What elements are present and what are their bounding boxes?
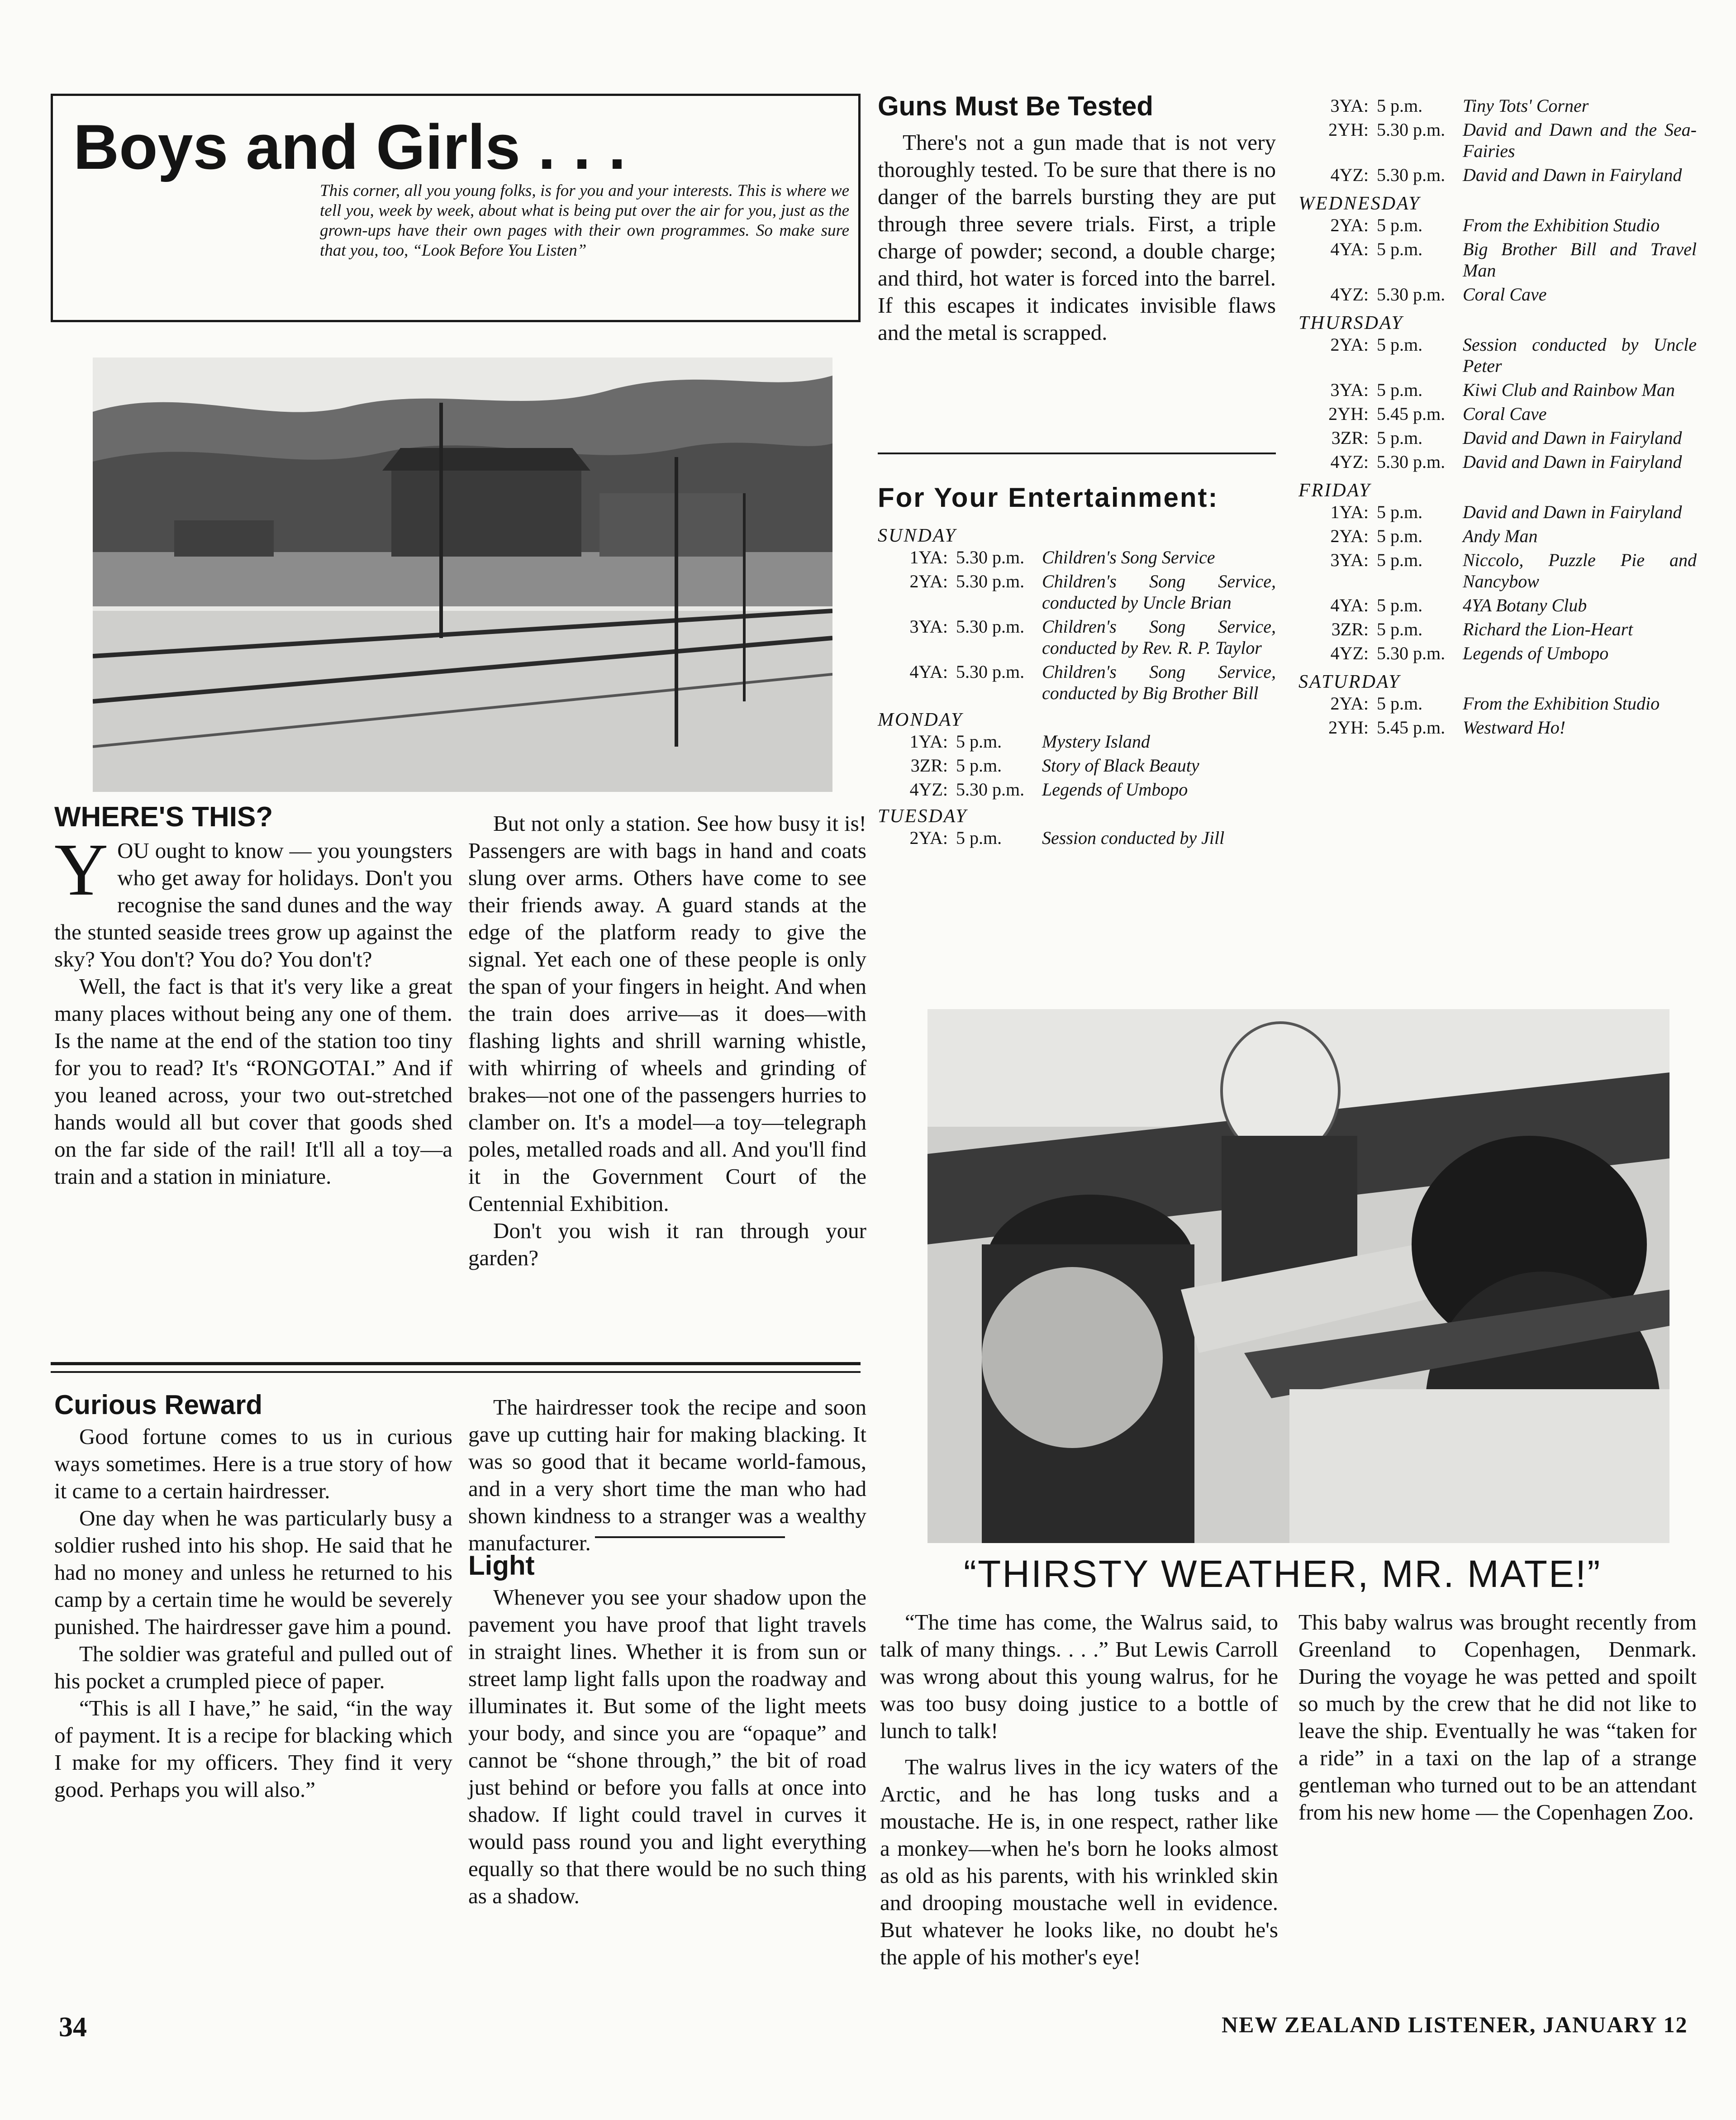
walrus-paragraph-2: The walrus lives in the icy waters of the Arctic, and he has long tusks and a moustache. He is, in one respect, rather like a monkey—when he's born he looks almost as old as his parents, with his wrinkled skin and drooping moustache well in evidence. But whatever he looks like, no doubt he's the apple of his mother's eye! [880, 1754, 1278, 1969]
schedule-row: 4YZ: 5.30 p.m. David and Dawn in Fairyland [1330, 165, 1682, 185]
curious-paragraph-5: The hairdresser took the recipe and soon gave up cutting hair for making blacking. It was so good that it became world-famous, and in a very short time the man who had shown kindness to a stranger was a wealthy manufacturer. [468, 1395, 866, 1555]
curious-reward-column-2 [468, 1394, 866, 1557]
model-station-photo [93, 357, 832, 792]
page-number: 34 [59, 2012, 87, 2043]
schedule-left [878, 525, 1276, 851]
curious-paragraph-4: “This is all I have,” he said, “in the way of payment. It is a recipe for blacking which I make for my officers. They find it very good. Perhaps you will also.” [54, 1696, 452, 1802]
section-divider [51, 1362, 861, 1365]
guns-divider [878, 453, 1276, 454]
schedule-row: 3ZR: 5 p.m. Story of Black Beauty [910, 755, 1199, 776]
schedule-row: 4YA: 5.30 p.m. Children's Song Service, conducted by Big Brother Bill [909, 662, 1276, 703]
schedule-row: 2YA: 5 p.m. Session conducted by Jill [909, 828, 1225, 848]
drop-cap: Y [54, 828, 109, 911]
schedule-day-wednesday: WEDNESDAY [1298, 193, 1421, 214]
model-station-illustration [93, 357, 832, 792]
intro-text: This corner, all you young folks, is for you and your interests. This is where we tell you, week by week, about what is being put over the air for you, just as the grown-ups have their own pages with their own programmes. So make sure that you, too, “Look Before You Listen” [320, 181, 849, 260]
walrus-heading: “THIRSTY WEATHER, MR. MATE!” [964, 1553, 1602, 1595]
schedule-row: 3YA: 5.30 p.m. Children's Song Service, conducted by Rev. R. P. Taylor [909, 616, 1276, 658]
schedule-row: 2YA: 5 p.m. Session conducted by Uncle Peter [1330, 334, 1697, 376]
schedule-day-saturday: SATURDAY [1298, 672, 1401, 692]
curious-reward-heading: Curious Reward [54, 1390, 263, 1420]
schedule-row: 4YZ: 5.30 p.m. Legends of Umbopo [1330, 643, 1609, 663]
wheres-this-column-2 [468, 810, 866, 1272]
header-box [51, 94, 861, 322]
guns-text-column [878, 129, 1276, 346]
entertainment-heading: For Your Entertainment: [878, 482, 1219, 513]
walrus-column-1 [880, 1609, 1278, 1971]
schedule-row: 1YA: 5.30 p.m. Children's Song Service [909, 547, 1215, 567]
schedule-day-monday: MONDAY [878, 710, 963, 730]
schedule-row: 4YZ: 5.30 p.m. David and Dawn in Fairyland [1330, 452, 1682, 472]
light-text-column [468, 1584, 866, 1910]
walrus-photo [927, 1009, 1669, 1543]
schedule-row: 3YA: 5 p.m. Niccolo, Puzzle Pie and Nancybow [1330, 550, 1697, 591]
page-title: Boys and Girls . . . [73, 111, 626, 182]
schedule-row: 2YA: 5 p.m. From the Exhibition Studio [1330, 215, 1660, 235]
schedule-row: 2YA: 5 p.m. From the Exhibition Studio [1330, 693, 1660, 714]
publication-line: NEW ZEALAND LISTENER, JANUARY 12 [1222, 2012, 1688, 2037]
section-divider [51, 1371, 861, 1373]
schedule-row: 4YA: 5 p.m. 4YA Botany Club [1330, 595, 1587, 615]
schedule-row: 3YA: 5 p.m. Tiny Tots' Corner [1330, 95, 1589, 116]
schedule-right [1298, 95, 1697, 741]
schedule-row: 4YZ: 5.30 p.m. Legends of Umbopo [909, 779, 1188, 800]
schedule-row: 1YA: 5 p.m. David and Dawn in Fairyland [1330, 502, 1682, 522]
curious-paragraph-2: One day when he was particularly busy a soldier rushed into his shop. He said that he had no money and unless he returned to his camp by a certain time he would be severely punished. The hairdresser gave him a pound. [54, 1505, 452, 1639]
schedule-day-friday: FRIDAY [1298, 480, 1371, 501]
schedule-row: 4YZ: 5.30 p.m. Coral Cave [1330, 284, 1547, 305]
light-heading: Light [468, 1550, 535, 1581]
guns-paragraph: There's not a gun made that is not very thoroughly tested. To be sure that there is no danger of the barrels bursting they are put through three severe trials. First, a triple charge of powder; second, a double charge; and third, hot water is forced into the barrel. If this escapes it indicates invisible flaws and the metal is scrapped. [878, 130, 1276, 345]
wheres-this-paragraph-1: YOU ought to know — you youngsters who get away for holidays. Don't you recognise the sand dunes and the way the stunted seaside trees grow up against the sky? You don't? You do? You don't? [54, 828, 452, 972]
schedule-day-sunday: SUNDAY [878, 525, 957, 546]
schedule-row: 2YH: 5.30 p.m. David and Dawn and the Sea-Fairies [1328, 119, 1697, 161]
walrus-column-2 [1298, 1609, 1697, 1826]
walrus-illustration [927, 1009, 1669, 1543]
curious-reward-column-1 [54, 1423, 452, 1803]
schedule-row: 2YA: 5 p.m. Andy Man [1330, 526, 1538, 546]
curious-paragraph-1: Good fortune comes to us in curious ways sometimes. Here is a true story of how it came to a certain hairdresser. [54, 1424, 452, 1503]
light-paragraph: Whenever you see your shadow upon the pavement you have proof that light travels in straight lines. Whether it is from sun or street lamp light falls upon the roadway and illuminates it. But some of the light meets your body, and since you are “opaque” and cannot be “shone through,” the bit of road just behind or before you falls at once into shadow. If light could travel in curves it would pass round you and light everything equally so that there would be no such thing as a shadow. [468, 1585, 866, 1908]
schedule-row: 3ZR: 5 p.m. Richard the Lion-Heart [1331, 619, 1633, 639]
schedule-row: 2YH: 5.45 p.m. Coral Cave [1328, 404, 1547, 424]
wheres-this-heading: WHERE'S THIS? [54, 801, 273, 833]
schedule-row: 2YA: 5.30 p.m. Children's Song Service, conducted by Uncle Brian [909, 571, 1276, 613]
schedule-row: 2YH: 5.45 p.m. Westward Ho! [1328, 717, 1566, 738]
schedule-row: 3YA: 5 p.m. Kiwi Club and Rainbow Man [1330, 380, 1675, 400]
curious-paragraph-3: The soldier was grateful and pulled out of his pocket a crumpled piece of paper. [54, 1641, 452, 1693]
schedule-day-thursday: THURSDAY [1298, 313, 1403, 333]
wheres-this-paragraph-3: But not only a station. See how busy it is! Passengers are with bags in hand and coats slung over arms. Others have come to see their friends away. A guard stands at the edge of the platform ready to give the signal. Yet each one of these people is only the span of your fingers in height. And when the train does arrive—as it does—with flashing lights and shrill warning whistle, with whirring of wheels and grinding of brakes—not one of the passengers hurries to clamber on. It's a model—a toy—telegraph poles, metalled roads and all. And you'll find it in the Government Court of the Centennial Exhibition. [468, 811, 866, 1216]
schedule-day-tuesday: TUESDAY [878, 806, 968, 827]
walrus-paragraph-3: This baby walrus was brought recently from Greenland to Copenhagen, Denmark. During the voyage he was petted and spoilt so much by the crew that he did not like to leave the ship. Eventually he was “taken for a ride” in a taxi on the lap of a strange gentleman who turned out to be an attendant from his new home — the Copenhagen Zoo. [1298, 1610, 1697, 1825]
walrus-paragraph-1: “The time has come, the Walrus said, to talk of many things. . . .” But Lewis Carroll was wrong about this young walrus, for he was too busy doing justice to a bottle of lunch to talk! [880, 1610, 1278, 1743]
wheres-this-column-1 [54, 828, 452, 1190]
wheres-this-paragraph-4: Don't you wish it ran through your garden? [468, 1218, 866, 1270]
schedule-row: 3ZR: 5 p.m. David and Dawn in Fairyland [1331, 428, 1682, 448]
wheres-this-paragraph-2: Well, the fact is that it's very like a great many places without being any one of them. Is the name at the end of the station too tiny for you to read? It's “RONGOTAI.” And if you leaned across, your two out-stretched hands would all but cover that goods shed on the far side of the rail! It'll all a toy—a train and a station in miniature. [54, 974, 452, 1189]
guns-heading: Guns Must Be Tested [878, 91, 1153, 121]
schedule-row: 4YA: 5 p.m. Big Brother Bill and Travel Man [1330, 239, 1697, 281]
light-divider [595, 1536, 785, 1538]
schedule-row: 1YA: 5 p.m. Mystery Island [909, 731, 1150, 752]
